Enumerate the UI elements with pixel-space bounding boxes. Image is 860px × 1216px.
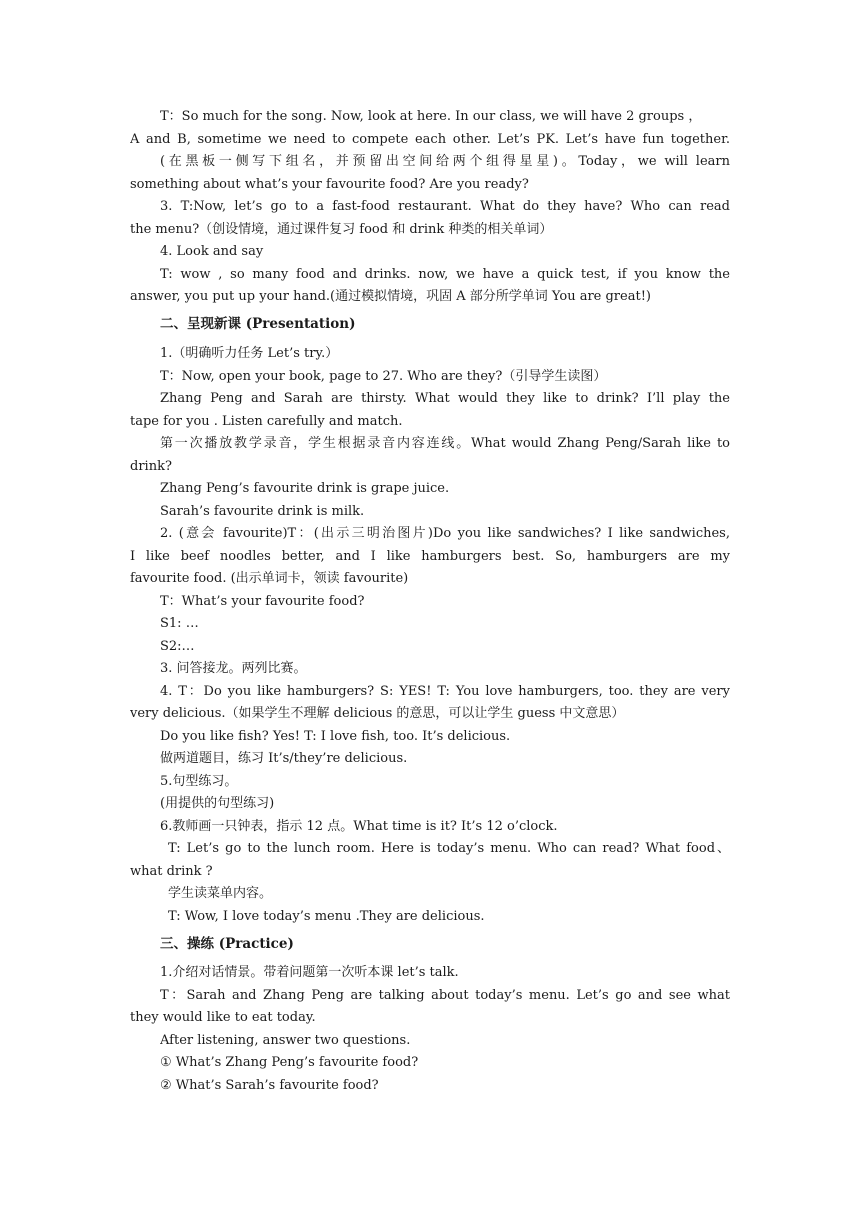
text-line: 6.教师画一只钟表，指示 12 点。What time is it? It’s 12 o’clock. xyxy=(160,819,558,834)
text-line: (在黑板一侧写下组名，并预留出空间给两个组得星星)。Today，we will learn xyxy=(160,154,730,169)
text-line: 第一次播放教学录音，学生根据录音内容连线。What would Zhang Peng/Sarah like to xyxy=(160,436,730,451)
text-line: Sarah’s favourite drink is milk. xyxy=(160,504,365,519)
section-heading: 二、呈现新课 (Presentation) xyxy=(160,316,356,332)
text-line: 做两道题目，练习 It’s/they’re delicious. xyxy=(160,751,408,766)
text-line: A and B, sometime we need to compete each other. Let’s PK. Let’s have fun together. xyxy=(130,132,730,147)
text-line: After listening, answer two questions. xyxy=(160,1033,411,1048)
text-line: (用提供的句型练习) xyxy=(160,796,275,811)
text-line: S2:… xyxy=(160,639,195,654)
text-line: something about what’s your favourite food? Are you ready? xyxy=(130,177,529,192)
text-line: very delicious.（如果学生不理解 delicious 的意思，可以让学生 guess 中文意思） xyxy=(130,706,625,721)
text-line: drink? xyxy=(130,459,172,474)
text-line: ① What’s Zhang Peng’s favourite food? xyxy=(160,1055,419,1070)
text-line: answer, you put up your hand.(通过模拟情境，巩固 A 部分所学单词 You are great!) xyxy=(130,289,651,304)
text-line: T: wow , so many food and drinks. now, we have a quick test, if you know the xyxy=(160,267,730,282)
text-line: I like beef noodles better, and I like hamburgers best. So, hamburgers are my xyxy=(130,549,730,564)
text-line: 5.句型练习。 xyxy=(160,774,238,789)
text-line: the menu?（创设情境，通过课件复习 food 和 drink 种类的相关单词） xyxy=(130,222,553,237)
text-line: ② What’s Sarah’s favourite food? xyxy=(160,1078,379,1093)
text-line: 学生读菜单内容。 xyxy=(168,886,273,901)
text-line: tape for you . Listen carefully and match. xyxy=(130,414,403,429)
text-line: T: Let’s go to the lunch room. Here is today’s menu. Who can read? What food、 xyxy=(168,841,730,856)
text-line: 4. T：Do you like hamburgers? S: YES! T: You love hamburgers, too. they are very xyxy=(160,684,730,699)
text-line: favourite food. (出示单词卡，领读 favourite) xyxy=(130,571,409,586)
text-line: what drink ? xyxy=(130,864,213,879)
text-line: S1: … xyxy=(160,616,199,631)
text-line: 1.介绍对话情景。带着问题第一次听本课 let’s talk. xyxy=(160,965,459,980)
section-heading: 三、操练 (Practice) xyxy=(160,936,294,952)
text-line: T：So much for the song. Now, look at here. In our class, we will have 2 groups ， xyxy=(160,109,702,124)
text-line: 1.（明确听力任务 Let’s try.） xyxy=(160,346,339,361)
text-line: Do you like fish? Yes! T: I love fish, too. It’s delicious. xyxy=(160,729,511,744)
text-line: T：What’s your favourite food? xyxy=(160,594,365,609)
text-line: 3. 问答接龙。两列比赛。 xyxy=(160,661,307,676)
text-line: T：Sarah and Zhang Peng are talking about today’s menu. Let’s go and see what xyxy=(160,988,730,1003)
text-line: 4. Look and say xyxy=(160,244,264,259)
text-line: T: Wow, I love today’s menu .They are delicious. xyxy=(168,909,485,924)
text-line: Zhang Peng and Sarah are thirsty. What would they like to drink? I’ll play the xyxy=(160,391,730,406)
text-line: 3. T:Now, let’s go to a fast-food restaurant. What do they have? Who can read xyxy=(160,199,730,214)
text-line: 2. (意会 favourite)T：(出示三明治图片)Do you like sandwiches? I like sandwiches, xyxy=(160,526,730,541)
text-line: Zhang Peng’s favourite drink is grape juice. xyxy=(160,481,450,496)
text-line: they would like to eat today. xyxy=(130,1010,316,1025)
text-line: T：Now, open your book, page to 27. Who are they?（引导学生读图） xyxy=(160,369,607,384)
